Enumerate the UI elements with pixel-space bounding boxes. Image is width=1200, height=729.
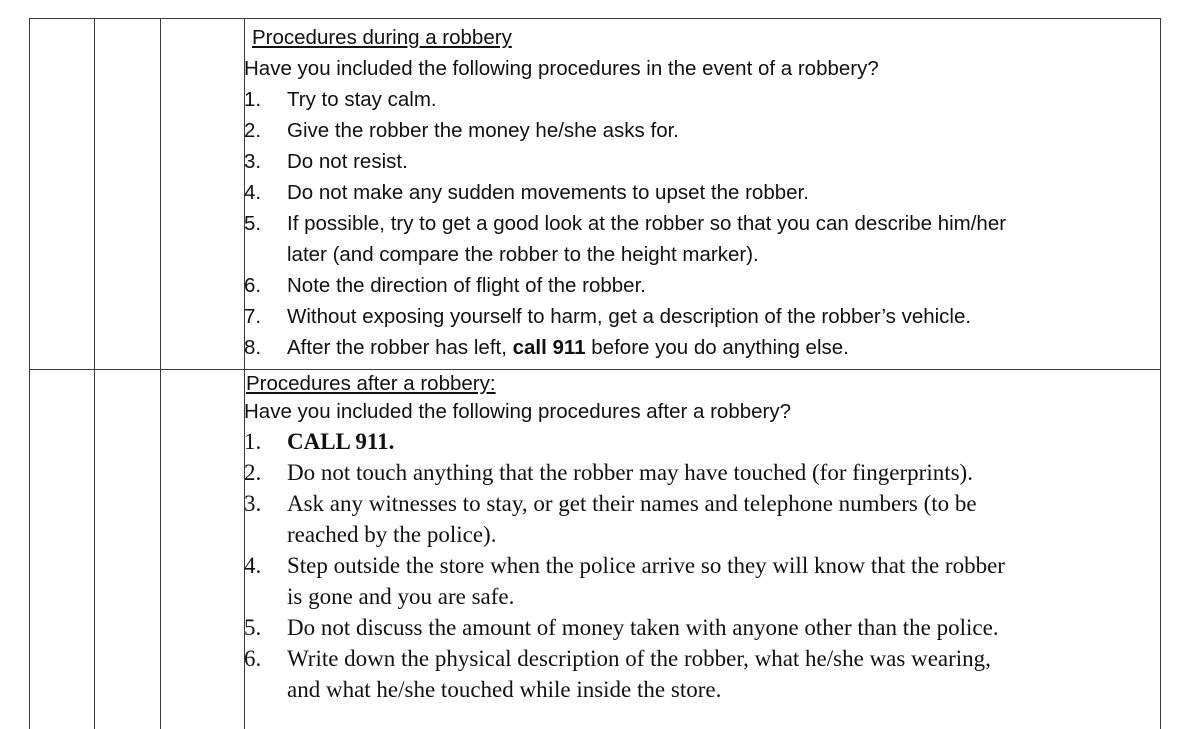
item-text-bold: call 911 xyxy=(512,336,586,359)
section-title: Procedures during a robbery xyxy=(252,26,512,49)
item-number: 5. xyxy=(244,615,262,640)
list-item xyxy=(244,612,1159,643)
after-robbery-list xyxy=(244,426,1159,705)
item-text: Do not discuss the amount of money taken with anyone other than the police. xyxy=(287,615,999,640)
table-right-border xyxy=(1160,18,1161,729)
item-number: 7. xyxy=(244,305,262,328)
item-text: Do not touch anything that the robber may have touched (for fingerprints). xyxy=(287,460,973,485)
item-number: 3. xyxy=(244,491,262,516)
table-top-border xyxy=(29,18,1161,19)
item-number: 2. xyxy=(244,460,262,485)
item-text xyxy=(287,332,1159,363)
item-text-line: Ask any witnesses to stay, or get their names and telephone numbers (to be xyxy=(287,491,977,516)
list-item xyxy=(244,146,1159,177)
item-text-line: reached by the police). xyxy=(287,522,497,547)
item-number: 3. xyxy=(244,150,262,173)
item-number: 8. xyxy=(244,336,262,359)
column-divider xyxy=(94,18,95,729)
item-number: 4. xyxy=(244,553,262,578)
item-text-line: Step outside the store when the police arrive so they will know that the robber xyxy=(287,553,1005,578)
item-text xyxy=(287,488,1159,550)
list-item xyxy=(244,115,1159,146)
column-divider xyxy=(160,18,161,729)
section-title: Procedures after a robbery: xyxy=(246,372,496,395)
item-number: 6. xyxy=(244,646,262,671)
item-text: Without exposing yourself to harm, get a description of the robber’s vehicle. xyxy=(287,305,972,328)
item-text: CALL 911. xyxy=(287,429,395,454)
item-text: Try to stay calm. xyxy=(287,88,437,111)
table-left-border xyxy=(29,18,30,729)
list-item xyxy=(244,643,1159,705)
section-header xyxy=(244,370,1159,426)
item-number: 2. xyxy=(244,119,262,142)
list-item xyxy=(244,457,1159,488)
item-text-part: before you do anything else. xyxy=(585,336,849,359)
item-number: 6. xyxy=(244,274,262,297)
item-text-line: If possible, try to get a good look at the robber so that you can describe him/her xyxy=(287,212,1007,235)
item-number: 1. xyxy=(244,88,262,111)
list-item xyxy=(244,84,1159,115)
list-item xyxy=(244,488,1159,550)
list-item xyxy=(244,208,1159,270)
during-robbery-section xyxy=(244,22,1159,363)
list-item xyxy=(244,270,1159,301)
after-robbery-section xyxy=(244,370,1159,705)
item-text: Give the robber the money he/she asks for. xyxy=(287,119,679,142)
item-number: 5. xyxy=(244,212,262,235)
item-text-line: later (and compare the robber to the height marker). xyxy=(287,243,759,266)
item-text xyxy=(287,208,1159,270)
item-text xyxy=(287,550,1159,612)
section-question: Have you included the following procedures after a robbery? xyxy=(244,400,791,423)
item-text-line: is gone and you are safe. xyxy=(287,584,515,609)
item-text: Note the direction of flight of the robber. xyxy=(287,274,646,297)
list-item xyxy=(244,177,1159,208)
item-text-line: and what he/she touched while inside the store. xyxy=(287,677,722,702)
item-number: 1. xyxy=(244,429,262,454)
item-text xyxy=(287,643,1159,705)
item-text-part: After the robber has left, xyxy=(287,336,513,359)
section-question: Have you included the following procedures in the event of a robbery? xyxy=(244,57,879,80)
item-text: Do not make any sudden movements to upset the robber. xyxy=(287,181,809,204)
list-item xyxy=(244,550,1159,612)
list-item xyxy=(244,301,1159,332)
item-text: Do not resist. xyxy=(287,150,408,173)
list-item xyxy=(244,426,1159,457)
item-text-line: Write down the physical description of the robber, what he/she was wearing, xyxy=(287,646,991,671)
item-number: 4. xyxy=(244,181,262,204)
list-item xyxy=(244,332,1159,363)
